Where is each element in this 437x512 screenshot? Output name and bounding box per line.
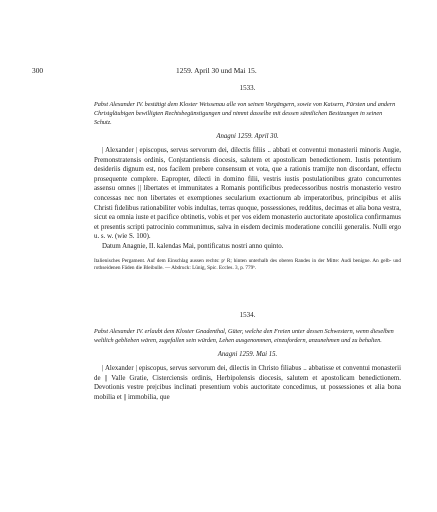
document-body-paragraph: Datum Anagnie, II. kalendas Mai, pontificatus nostri anno quinto. <box>102 242 284 250</box>
regest-summary: Pabst Alexander IV. erlaubt dem Kloster Gnadenthal, Güter, welche den Freien unter dessen Schwestern, wenn dieselben weltlich geblieben wären, zugefallen sein würden, Lehen ausgenommen, einzufordern, anzunehmen und zu behalten. <box>94 328 394 344</box>
page-number: 300 <box>32 66 44 75</box>
regest-summary: Pabst Alexander IV. bestätigt dem Kloster Weissenau alle von seinen Vorgängern, sowie von Kaisern, Fürsten und andern Christgläubigen bewilligten Rechtsbegünstigungen und nimmt dasselbe mit dessen sämtlichen Besitzungen in seinen Schutz. <box>94 101 396 126</box>
page-header <box>0 66 437 76</box>
document-body-paragraph: | Alexander | episcopus, servus servorum dei, dilectis in Christo filiabus .. abbatisse et conventui monasterii de || Valle Gratie, Cisterciensis ordinis, Herbipolensis diocesis, salutem et apostolicam benedictionem. Devotionis vestre pre|cibus inclinati presentium vobis auctoritate concedimus, ut possessiones et alia bona mobilia et || immobilia, que <box>94 365 401 401</box>
document-body-paragraph: | Alexander | episcopus, servus servorum dei, dilectis filiis .. abbati et conventui monasterii minoris Augie, Premonstratensis ordinis, Con|stantiensis diocesis, salutem et apostolicam benedictionem. Iustis petentium desideriis dignum est, nos facilem prebere consensum et vota, que a rationis tramijte non discordant, effectu prosequente complere. Eapropter, dilecti in domino filii, vestris iustis postulationibus grato concurrentes assensu omnes || libertates et immunitates a Romanis pontificibus predecessoribus nostris monasterio vestro concessas nec non libertates et exemptiones secularium exactionum ab imperatoribus, principibus et aliis Christi fidelibus rationabiliter vobis indultas, terras quoque, possessiones, redditus, decimas et alia bona vestra, sicut ea omnia iuste et pacifice obtinetis, vobis et per vos eidem monasterio auctoritate apostolica confirmamus et presentis scripti patrocinio communimus, salva in eisdem decimis moderatione concilii generalis. Nulli ergo u. s. w. (wie S. 100). <box>94 147 401 241</box>
dateline: Anagni 1259. April 30. <box>216 133 279 140</box>
document-entry <box>94 84 401 273</box>
running-title: 1259. April 30 und Mai 15. <box>176 66 257 75</box>
document-number: 1533. <box>239 84 256 92</box>
document-entry <box>94 311 401 402</box>
dateline: Anagni 1259. Mai 15. <box>217 351 278 358</box>
document-number: 1534. <box>239 311 256 319</box>
source-note: Italienisches Pergament. Auf dem Einschlag aussen rechts: pᵗ R; hinten unterhalb des oberen Randes in der Mitte: Audi benigne. An gelb- und rothseidenen Fäden die Bleibulle. — Abdruck: Lünig, Spic. Eccles. 3, p. 779ᵇ. <box>94 257 401 272</box>
